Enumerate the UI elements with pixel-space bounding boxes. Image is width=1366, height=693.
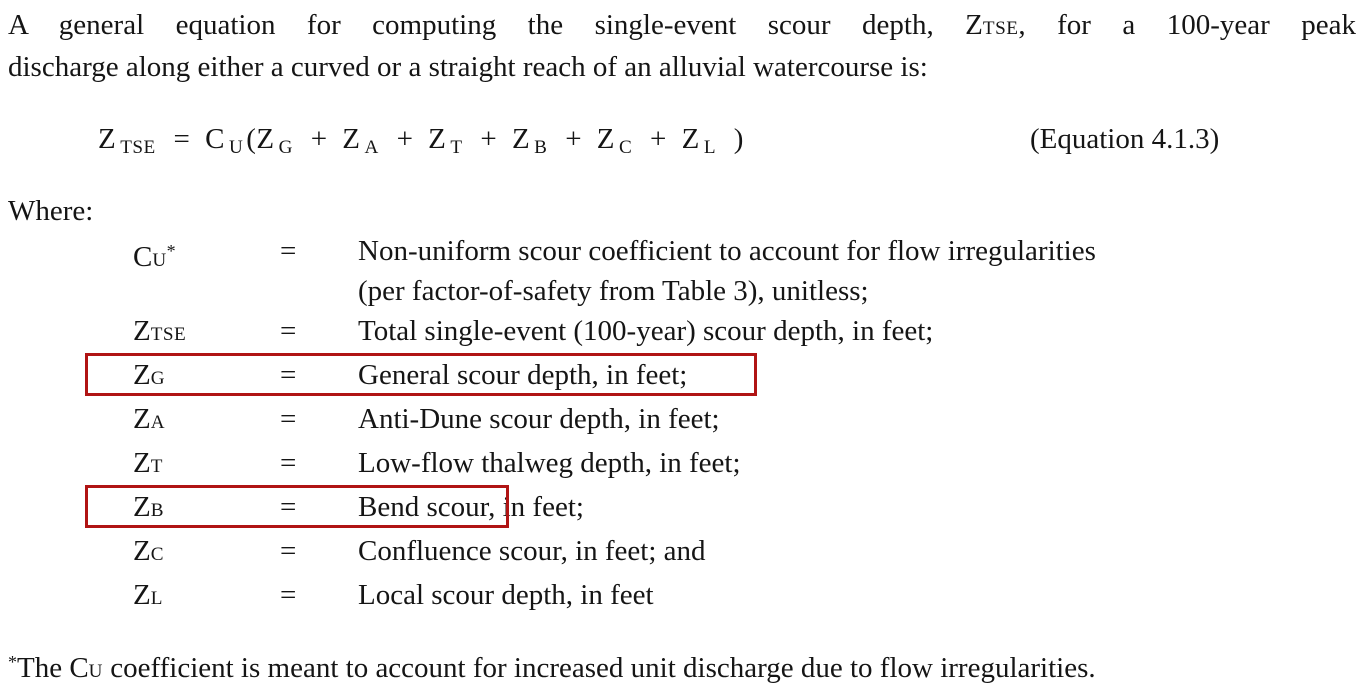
text-segment: TSE: [120, 137, 156, 159]
text-segment: T: [150, 456, 163, 477]
text-segment: *: [166, 241, 176, 261]
definition-text-zc: Confluence scour, in feet; and: [358, 535, 706, 567]
text-segment: A: [364, 137, 379, 159]
text-segment: U: [88, 660, 103, 682]
symbol-zg: [133, 355, 280, 399]
definition-row-zb: [133, 487, 1356, 531]
equals-sign: =: [280, 359, 297, 391]
definition-text-za: Anti-Dune scour depth, in feet;: [358, 403, 720, 435]
symbol-za: [133, 399, 280, 443]
definition-text-zl: Local scour depth, in feet: [358, 579, 654, 611]
text-segment: Z: [133, 579, 151, 611]
text-segment: , for a 100-year peak: [1018, 9, 1356, 41]
equals-sign: =: [280, 403, 297, 435]
text-segment: Z: [133, 359, 151, 391]
text-segment: + Z: [465, 123, 531, 155]
intro-paragraph: [8, 6, 1356, 87]
equation-expression: [98, 123, 744, 159]
definition-text-zt: Low-flow thalweg depth, in feet;: [358, 447, 741, 479]
equals-sign: =: [280, 491, 297, 523]
definition-row-zl: [133, 575, 1356, 619]
text-segment: *: [8, 652, 17, 672]
footnote: [8, 641, 1356, 693]
text-segment: A: [150, 412, 166, 433]
text-segment: T: [450, 137, 463, 159]
text-segment: = C: [158, 123, 225, 155]
intro-line-1: [8, 6, 1356, 48]
definition-text-zb: Bend scour, in feet;: [358, 491, 584, 523]
equals-sign: =: [280, 447, 297, 479]
definition-row-zc: [133, 531, 1356, 575]
symbol-ztse: [133, 311, 280, 355]
text-segment: Z: [133, 403, 151, 435]
text-segment: + Z: [635, 123, 700, 155]
text-segment: + Z: [295, 123, 361, 155]
definition-text-cu-line2: (per factor-of-safety from Table 3), unitless;: [358, 275, 869, 307]
definition-row-za: [133, 399, 1356, 443]
symbol-cu: [133, 231, 280, 311]
text-segment: U: [228, 137, 244, 159]
equals-sign: =: [280, 579, 297, 611]
symbol-zc: [133, 531, 280, 575]
text-segment: + Z: [381, 123, 447, 155]
symbol-zb: [133, 487, 280, 531]
intro-line-2: discharge along either a curved or a straight reach of an alluvial watercourse is:: [8, 51, 928, 83]
text-segment: Z: [133, 315, 151, 347]
text-segment: A general equation for computing the single-event scour depth, Z: [8, 9, 983, 41]
definition-row-zg: [133, 355, 1356, 399]
text-segment: L: [703, 137, 717, 159]
text-segment: U: [152, 249, 167, 271]
text-segment: + Z: [550, 123, 616, 155]
text-segment: Z: [133, 447, 151, 479]
equals-sign: =: [280, 535, 297, 567]
symbol-zt: [133, 443, 280, 487]
equation-number: (Equation 4.1.3): [1030, 123, 1220, 155]
definition-text-cu: [358, 231, 1356, 311]
definition-text-zg: General scour depth, in feet;: [358, 359, 688, 391]
equation-line: [8, 115, 1356, 165]
text-segment: G: [150, 368, 166, 389]
text-segment: TSE: [982, 18, 1019, 39]
text-segment: C: [619, 137, 633, 159]
text-segment: (Z: [246, 123, 275, 155]
text-segment: TSE: [150, 324, 187, 345]
definition-text-cu-line1: Non-uniform scour coefficient to account for flow irregularities: [358, 235, 1096, 267]
text-segment: C: [133, 240, 153, 273]
text-segment: Z: [98, 123, 117, 155]
text-segment: B: [534, 137, 548, 159]
text-segment: B: [150, 500, 164, 521]
definition-text-ztse: Total single-event (100-year) scour depth, in feet;: [358, 315, 934, 347]
definition-row-zt: [133, 443, 1356, 487]
equals-sign: =: [280, 235, 297, 267]
text-segment: C: [150, 544, 164, 565]
text-segment: G: [278, 137, 293, 159]
definition-list: [133, 231, 1356, 619]
text-segment: The C: [16, 651, 89, 684]
text-segment: ): [719, 123, 744, 155]
text-segment: Z: [133, 491, 151, 523]
text-segment: coefficient is meant to account for increased unit discharge due to flow irregularities.: [102, 651, 1096, 684]
equals-sign: =: [280, 315, 297, 347]
symbol-zl: [133, 575, 280, 619]
definition-row-cu: [133, 231, 1356, 311]
text-segment: L: [150, 588, 163, 609]
text-segment: Z: [133, 535, 151, 567]
where-label: Where:: [8, 195, 94, 227]
definition-row-ztse: [133, 311, 1356, 355]
